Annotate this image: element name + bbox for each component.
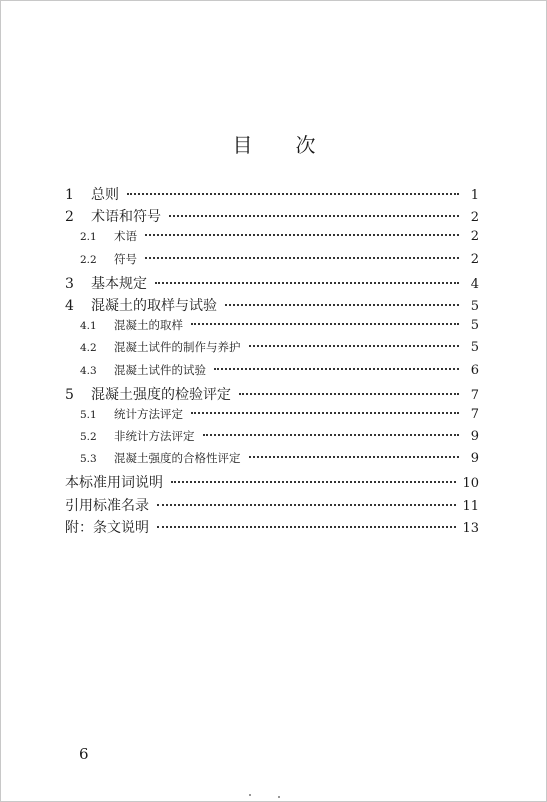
toc-dot-leader (155, 282, 459, 284)
toc-dot-leader (214, 368, 459, 370)
toc-entry-page: 1 (470, 188, 479, 203)
toc-entry-label: 符号 (114, 251, 137, 266)
toc-entry[interactable] (65, 273, 479, 295)
toc-dot-leader (191, 323, 459, 325)
toc-entry[interactable] (65, 339, 479, 361)
toc-entry-page: 10 (462, 476, 479, 492)
toc-entry-page: 9 (470, 429, 479, 445)
toc-entry-number: 2 (65, 209, 74, 226)
toc-entry-page: 11 (462, 498, 479, 514)
toc-entry-page: 2 (470, 251, 479, 267)
toc-entry-label: 术语 (114, 229, 137, 244)
toc-entry-number: 1 (65, 187, 74, 203)
toc-entry[interactable] (65, 450, 479, 472)
toc-entry-label: 非统计方法评定 (114, 429, 195, 444)
toc-entry-page: 5 (470, 318, 479, 334)
toc-entry-page: 5 (470, 298, 479, 314)
toc-entry-label: 总则 (91, 187, 119, 203)
toc-entry-page: 7 (470, 406, 479, 422)
toc-dot-leader (239, 393, 459, 395)
toc-entry-page: 2 (470, 210, 479, 226)
toc-entry[interactable] (65, 428, 479, 450)
toc-entry[interactable] (65, 406, 479, 428)
toc-entry[interactable] (65, 384, 479, 406)
toc-dot-leader (169, 215, 459, 217)
toc-entry-number: 5 (65, 386, 74, 403)
toc-entry-label: 混凝土试件的制作与养护 (114, 340, 241, 355)
toc-entry-label: 基本规定 (91, 275, 147, 292)
toc-entry-page: 4 (470, 276, 479, 292)
toc-entry-number: 3 (65, 275, 74, 292)
toc-entry-label: 附：条文说明 (65, 519, 149, 536)
toc-entry-label: 本标准用词说明 (65, 475, 163, 492)
toc-title-part2: 次 (295, 133, 317, 157)
toc-entry-number: 4.3 (80, 364, 97, 377)
toc-entry-page: 7 (470, 387, 479, 403)
toc-dot-leader (157, 504, 456, 506)
toc-entry[interactable] (65, 206, 479, 228)
toc-entry[interactable] (65, 251, 479, 273)
toc-entry-number: 5.1 (80, 408, 97, 421)
toc-entry-label: 混凝土试件的试验 (114, 362, 206, 377)
toc-entry-page: 6 (470, 362, 479, 378)
toc-dot-leader (249, 456, 460, 458)
toc-entry-number: 4 (65, 297, 74, 314)
toc-entry[interactable] (65, 317, 479, 339)
toc-dot-leader (145, 234, 459, 236)
toc-entry-label: 统计方法评定 (114, 406, 183, 421)
toc-entry-page: 13 (462, 520, 479, 536)
toc-entry-label: 混凝土强度的合格性评定 (114, 451, 241, 466)
toc-dot-leader (191, 412, 459, 414)
toc-entry[interactable] (65, 295, 479, 317)
toc-title (1, 129, 547, 158)
toc-entry[interactable] (65, 362, 479, 384)
toc-dot-leader (157, 526, 456, 528)
toc-entry-label: 引用标准名录 (65, 497, 149, 514)
toc-entry-label: 混凝土强度的检验评定 (91, 386, 231, 403)
toc-entry-page: 2 (470, 229, 479, 245)
scan-speck (249, 794, 251, 796)
toc-dot-leader (127, 193, 459, 195)
toc-entry[interactable] (65, 228, 479, 250)
toc-dot-leader (225, 304, 459, 306)
toc-entry-page: 5 (470, 340, 479, 356)
toc-entry-number: 2.2 (80, 253, 97, 266)
toc-entry-label: 混凝土的取样 (114, 318, 183, 333)
toc-dot-leader (249, 345, 460, 347)
toc-entry-number: 4.2 (80, 342, 97, 355)
toc-entry-number: 5.3 (80, 453, 97, 466)
toc-dot-leader (145, 257, 459, 259)
toc-entry-number: 4.1 (80, 320, 97, 333)
toc-entry-number: 5.2 (80, 431, 97, 444)
toc-title-part1: 目 (232, 133, 254, 157)
toc-entry-label: 混凝土的取样与试验 (91, 297, 217, 314)
toc-entry-number: 2.1 (80, 231, 97, 244)
toc-entry[interactable] (65, 472, 479, 494)
toc-entry[interactable] (65, 517, 479, 539)
toc-entry-label: 术语和符号 (91, 209, 161, 226)
toc-dot-leader (171, 481, 456, 483)
page-number: 6 (79, 745, 89, 763)
table-of-contents (65, 184, 479, 539)
toc-dot-leader (203, 434, 460, 436)
toc-entry-page: 9 (470, 451, 479, 467)
toc-entry[interactable] (65, 495, 479, 517)
toc-entry[interactable] (65, 184, 479, 206)
scan-speck (278, 796, 280, 798)
